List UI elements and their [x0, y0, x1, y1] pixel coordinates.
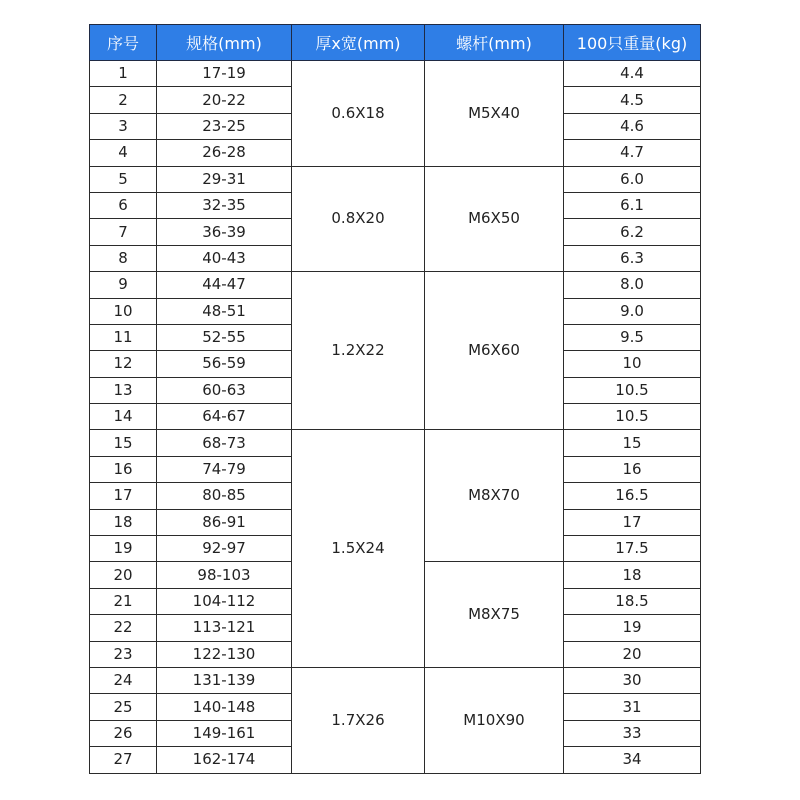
- table-row: [90, 166, 701, 192]
- cell-no: 26: [90, 720, 157, 746]
- cell-no: 22: [90, 615, 157, 641]
- cell-weight: 30: [564, 667, 701, 693]
- cell-weight: 19: [564, 615, 701, 641]
- cell-spec: 17-19: [157, 61, 292, 87]
- cell-no: 17: [90, 483, 157, 509]
- cell-no: 12: [90, 351, 157, 377]
- cell-weight: 8.0: [564, 272, 701, 298]
- cell-weight: 17.5: [564, 536, 701, 562]
- cell-no: 24: [90, 667, 157, 693]
- cell-no: 6: [90, 192, 157, 218]
- cell-spec: 113-121: [157, 615, 292, 641]
- cell-screw: M8X75: [425, 562, 564, 668]
- cell-screw: M5X40: [425, 61, 564, 167]
- spec-table: [89, 24, 701, 774]
- cell-weight: 4.7: [564, 140, 701, 166]
- cell-thickness-width: 0.6X18: [292, 61, 425, 167]
- cell-thickness-width: 0.8X20: [292, 166, 425, 272]
- cell-weight: 16: [564, 456, 701, 482]
- cell-screw: M10X90: [425, 667, 564, 773]
- header-thickness-width: 厚x宽(mm): [292, 25, 425, 61]
- cell-weight: 31: [564, 694, 701, 720]
- cell-no: 19: [90, 536, 157, 562]
- cell-weight: 9.5: [564, 324, 701, 350]
- cell-no: 13: [90, 377, 157, 403]
- cell-spec: 86-91: [157, 509, 292, 535]
- cell-no: 16: [90, 456, 157, 482]
- cell-weight: 9.0: [564, 298, 701, 324]
- cell-no: 4: [90, 140, 157, 166]
- cell-thickness-width: 1.5X24: [292, 430, 425, 668]
- cell-weight: 18: [564, 562, 701, 588]
- cell-no: 14: [90, 404, 157, 430]
- cell-weight: 4.5: [564, 87, 701, 113]
- table-body: [90, 61, 701, 774]
- cell-screw: M6X50: [425, 166, 564, 272]
- cell-spec: 92-97: [157, 536, 292, 562]
- cell-no: 1: [90, 61, 157, 87]
- table-row: [90, 272, 701, 298]
- header-weight: 100只重量(kg): [564, 25, 701, 61]
- cell-screw: M8X70: [425, 430, 564, 562]
- table-header: [90, 25, 701, 61]
- cell-spec: 56-59: [157, 351, 292, 377]
- cell-weight: 17: [564, 509, 701, 535]
- cell-weight: 15: [564, 430, 701, 456]
- cell-no: 18: [90, 509, 157, 535]
- cell-spec: 140-148: [157, 694, 292, 720]
- cell-no: 5: [90, 166, 157, 192]
- header-row: [90, 25, 701, 61]
- cell-weight: 10.5: [564, 377, 701, 403]
- cell-spec: 23-25: [157, 113, 292, 139]
- cell-screw: M6X60: [425, 272, 564, 430]
- cell-weight: 34: [564, 747, 701, 773]
- cell-spec: 40-43: [157, 245, 292, 271]
- table-row: [90, 667, 701, 693]
- table-row: [90, 430, 701, 456]
- cell-spec: 80-85: [157, 483, 292, 509]
- header-spec: 规格(mm): [157, 25, 292, 61]
- cell-spec: 29-31: [157, 166, 292, 192]
- cell-spec: 104-112: [157, 588, 292, 614]
- cell-weight: 6.1: [564, 192, 701, 218]
- cell-weight: 18.5: [564, 588, 701, 614]
- cell-spec: 74-79: [157, 456, 292, 482]
- cell-spec: 36-39: [157, 219, 292, 245]
- cell-weight: 6.0: [564, 166, 701, 192]
- cell-no: 21: [90, 588, 157, 614]
- cell-spec: 20-22: [157, 87, 292, 113]
- cell-thickness-width: 1.2X22: [292, 272, 425, 430]
- cell-weight: 10: [564, 351, 701, 377]
- cell-weight: 4.6: [564, 113, 701, 139]
- header-no: 序号: [90, 25, 157, 61]
- cell-no: 15: [90, 430, 157, 456]
- cell-spec: 64-67: [157, 404, 292, 430]
- cell-no: 27: [90, 747, 157, 773]
- cell-weight: 33: [564, 720, 701, 746]
- cell-no: 11: [90, 324, 157, 350]
- cell-weight: 16.5: [564, 483, 701, 509]
- cell-weight: 10.5: [564, 404, 701, 430]
- cell-spec: 44-47: [157, 272, 292, 298]
- cell-no: 25: [90, 694, 157, 720]
- cell-spec: 52-55: [157, 324, 292, 350]
- cell-spec: 48-51: [157, 298, 292, 324]
- cell-no: 7: [90, 219, 157, 245]
- cell-spec: 131-139: [157, 667, 292, 693]
- cell-spec: 122-130: [157, 641, 292, 667]
- cell-spec: 32-35: [157, 192, 292, 218]
- table-row: [90, 61, 701, 87]
- cell-weight: 6.2: [564, 219, 701, 245]
- cell-weight: 4.4: [564, 61, 701, 87]
- cell-spec: 149-161: [157, 720, 292, 746]
- header-screw: 螺杆(mm): [425, 25, 564, 61]
- cell-no: 9: [90, 272, 157, 298]
- cell-no: 20: [90, 562, 157, 588]
- cell-no: 8: [90, 245, 157, 271]
- cell-no: 23: [90, 641, 157, 667]
- cell-no: 3: [90, 113, 157, 139]
- cell-spec: 98-103: [157, 562, 292, 588]
- cell-no: 2: [90, 87, 157, 113]
- cell-spec: 68-73: [157, 430, 292, 456]
- cell-no: 10: [90, 298, 157, 324]
- cell-spec: 60-63: [157, 377, 292, 403]
- cell-weight: 6.3: [564, 245, 701, 271]
- cell-spec: 26-28: [157, 140, 292, 166]
- cell-spec: 162-174: [157, 747, 292, 773]
- cell-weight: 20: [564, 641, 701, 667]
- cell-thickness-width: 1.7X26: [292, 667, 425, 773]
